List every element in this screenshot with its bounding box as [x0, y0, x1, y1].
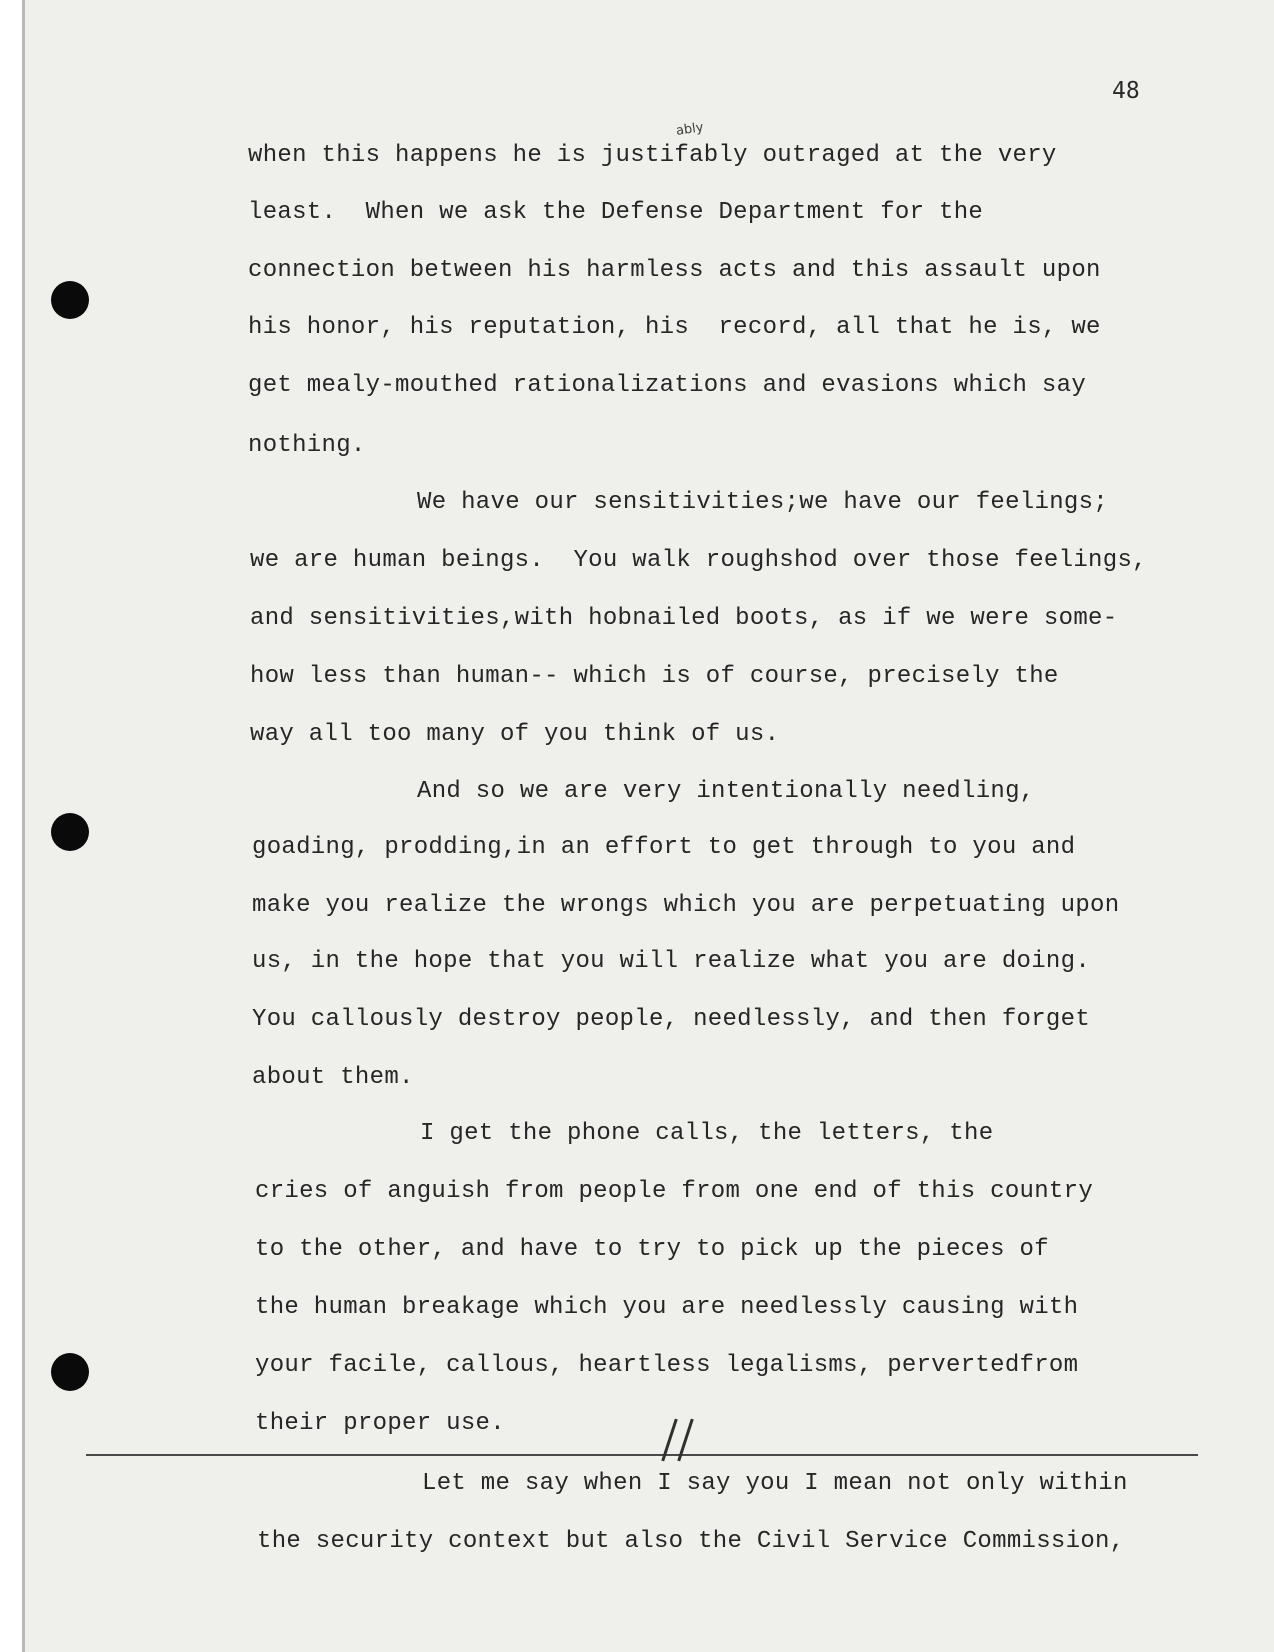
- punch-hole-icon: [51, 1353, 89, 1391]
- text-line: We have our sensitivities;we have our feelings;: [417, 489, 1109, 516]
- text-line: Let me say when I say you I mean not only within: [422, 1470, 1128, 1497]
- text-line: their proper use.: [255, 1410, 505, 1437]
- text-line: goading, prodding,in an effort to get through to you and: [252, 834, 1076, 861]
- text-line: to the other, and have to try to pick up the pieces of: [255, 1236, 1049, 1263]
- text-line: when this happens he is justifably outraged at the very: [248, 142, 1057, 169]
- text-line: You callously destroy people, needlessly, and then forget: [252, 1006, 1091, 1033]
- text-line: we are human beings. You walk roughshod over those feelings,: [250, 547, 1147, 574]
- text-line: his honor, his reputation, his record, all that he is, we: [248, 314, 1101, 341]
- text-line: the human breakage which you are needlessly causing with: [255, 1294, 1079, 1321]
- text-line: cries of anguish from people from one end of this country: [255, 1178, 1094, 1205]
- text-line: your facile, callous, heartless legalisms, pervertedfrom: [255, 1352, 1079, 1379]
- text-line: us, in the hope that you will realize what you are doing.: [252, 948, 1091, 975]
- horizontal-rule: [86, 1454, 1198, 1456]
- text-line: and sensitivities,with hobnailed boots, as if we were some-: [250, 605, 1118, 632]
- text-line: make you realize the wrongs which you are perpetuating upon: [252, 892, 1120, 919]
- text-line: how less than human-- which is of course, precisely the: [250, 663, 1059, 690]
- text-line: way all too many of you think of us.: [250, 721, 780, 748]
- page-number: 48: [1112, 78, 1140, 104]
- text-line: about them.: [252, 1064, 414, 1091]
- text-line: the security context but also the Civil Service Commission,: [257, 1528, 1125, 1555]
- text-line: get mealy-mouthed rationalizations and evasions which say: [248, 372, 1087, 399]
- text-line: I get the phone calls, the letters, the: [420, 1120, 994, 1147]
- text-line: connection between his harmless acts and this assault upon: [248, 257, 1101, 284]
- punch-hole-icon: [51, 281, 89, 319]
- text-line: And so we are very intentionally needling,: [417, 778, 1035, 805]
- page-edge-shadow: [22, 0, 25, 1652]
- page-left-margin: [0, 0, 22, 1652]
- punch-hole-icon: [51, 813, 89, 851]
- handwritten-correction: ably: [675, 120, 705, 139]
- text-line: least. When we ask the Defense Department for the: [248, 199, 984, 226]
- text-line: nothing.: [248, 432, 366, 459]
